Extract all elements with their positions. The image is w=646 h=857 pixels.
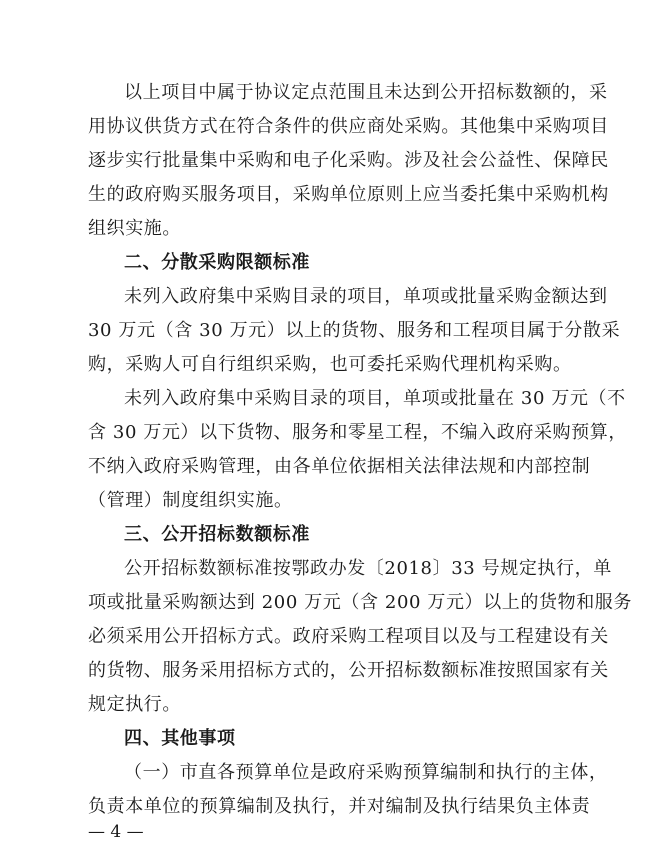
paragraph-line: 30 万元（含 30 万元）以上的货物、服务和工程项目属于分散采 xyxy=(88,320,621,341)
section-heading: 三、公开招标数额标准 xyxy=(124,524,310,545)
paragraph-line: 逐步实行批量集中采购和电子化采购。涉及社会公益性、保障民 xyxy=(88,150,609,171)
paragraph-line: 未列入政府集中采购目录的项目，单项或批量采购金额达到 xyxy=(124,286,608,307)
paragraph-line: 未列入政府集中采购目录的项目，单项或批量在 30 万元（不 xyxy=(124,388,626,409)
paragraph-line: 负责本单位的预算编制及执行，并对编制及执行结果负主体责 xyxy=(88,796,591,817)
paragraph-line: 含 30 万元）以下货物、服务和零星工程，不编入政府采购预算， xyxy=(88,422,627,443)
paragraph-line: 生的政府购买服务项目，采购单位原则上应当委托集中采购机构 xyxy=(88,184,609,205)
paragraph-line: 用协议供货方式在符合条件的供应商处采购。其他集中采购项目 xyxy=(88,116,609,137)
paragraph-line: 项或批量采购额达到 200 万元（含 200 万元）以上的货物和服务 xyxy=(88,592,632,613)
paragraph-line: 购，采购人可自行组织采购，也可委托采购代理机构采购。 xyxy=(88,354,572,375)
section-heading: 二、分散采购限额标准 xyxy=(124,252,310,273)
paragraph-line: 以上项目中属于协议定点范围且未达到公开招标数额的，采 xyxy=(124,82,608,103)
section-heading: 四、其他事项 xyxy=(124,728,236,749)
paragraph-line: 不纳入政府采购管理，由各单位依据相关法律法规和内部控制 xyxy=(88,456,591,477)
page-number: — 4 — xyxy=(88,822,144,842)
paragraph-line: 的货物、服务采用招标方式的，公开招标数额标准按照国家有关 xyxy=(88,660,609,681)
paragraph-line: 公开招标数额标准按鄂政办发〔2018〕33 号规定执行，单 xyxy=(124,558,612,579)
paragraph-line: 组织实施。 xyxy=(88,218,181,239)
paragraph-line: 规定执行。 xyxy=(88,694,181,715)
paragraph-line: （管理）制度组织实施。 xyxy=(88,490,293,511)
paragraph-line: 必须采用公开招标方式。政府采购工程项目以及与工程建设有关 xyxy=(88,626,609,647)
paragraph-line: （一）市直各预算单位是政府采购预算编制和执行的主体， xyxy=(124,762,608,783)
